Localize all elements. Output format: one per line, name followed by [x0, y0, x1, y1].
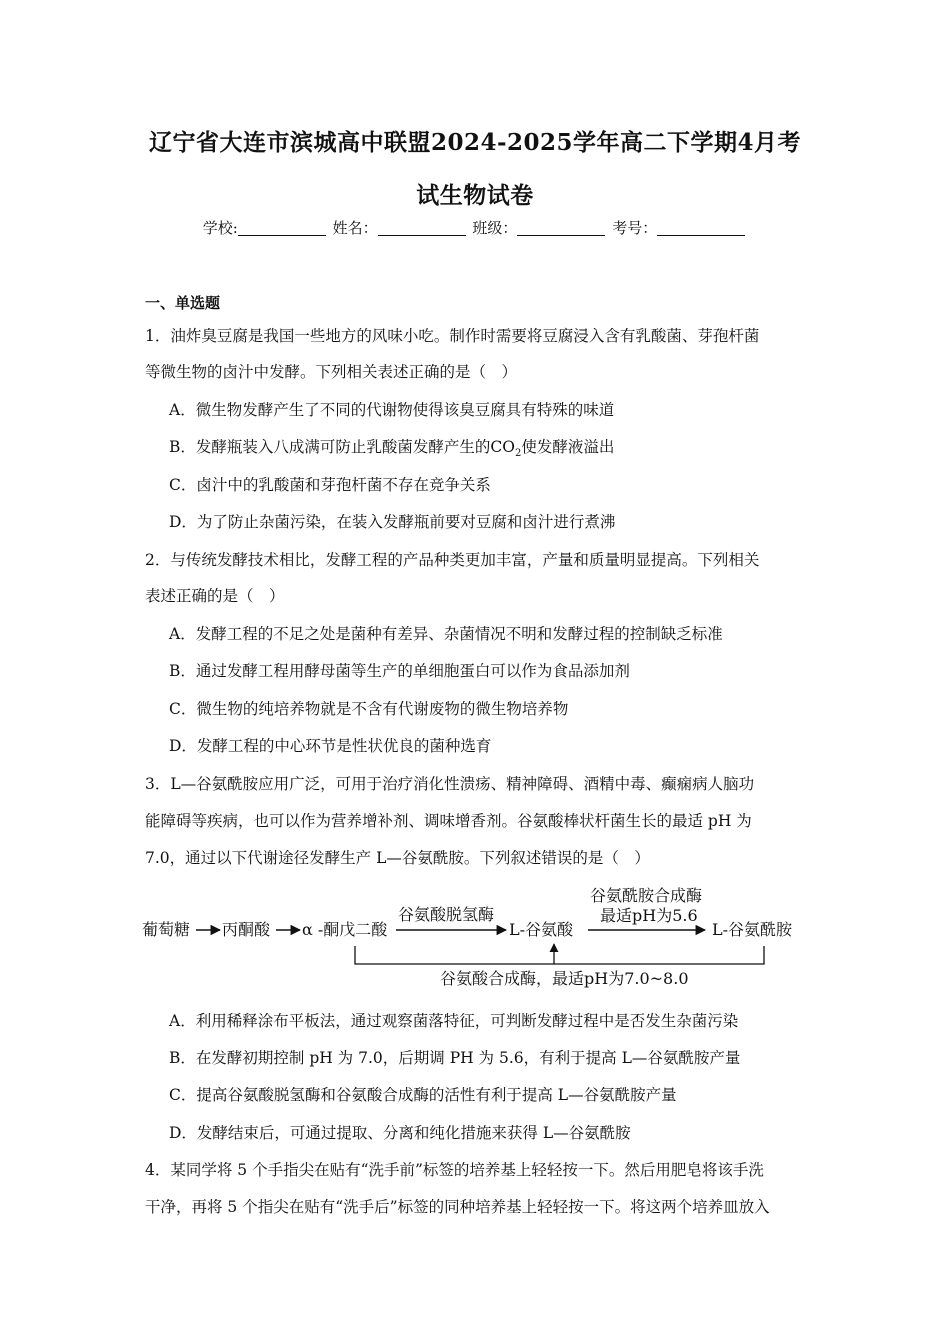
class-label: 班级： [472, 219, 518, 237]
q1-line-1: 1．油炸臭豆腐是我国一些地方的风味小吃。制作时需要将豆腐浸入含有乳酸菌、芽孢杆菌 [145, 327, 760, 345]
q4-line-2: 干净，再将 5 个指尖在贴有“洗手后”标签的同种培养基上轻轻按一下。将这两个培养皿放入 [145, 1198, 770, 1216]
title-line-1: 辽宁省大连市滨城高中联盟2024-2025学年高二下学期4月考 [148, 129, 802, 156]
pyruvate-label: 丙酮酸 [222, 920, 271, 939]
enzyme1-label: 谷氨酸脱氢酶 [398, 905, 495, 924]
enzyme2-line2: 最适pH为5.6 [600, 906, 698, 925]
metabolic-pathway-diagram [140, 880, 820, 990]
q1-option-b[interactable] [169, 435, 614, 459]
enzyme2-line1: 谷氨酰胺合成酶 [590, 886, 703, 905]
class-blank[interactable] [517, 221, 605, 236]
school-label: 学校: [202, 219, 238, 237]
q4-line-1: 4．某同学将 5 个手指尖在贴有“洗手前”标签的培养基上轻轻按一下。然后用肥皂将该手洗 [145, 1161, 764, 1179]
q3-option-d[interactable]: D．发酵结束后，可通过提取、分离和纯化措施来获得 L—谷氨酰胺 [169, 1124, 631, 1142]
glutamate-label: L-谷氨酸 [509, 920, 574, 939]
enzyme3-label: 谷氨酸合成酶，最适pH为7.0~8.0 [440, 969, 689, 988]
name-label: 姓名： [332, 219, 378, 237]
q1-option-b-tail: 使发酵液溢出 [521, 438, 615, 456]
q3-option-c[interactable]: C．提高谷氨酸脱氢酶和谷氨酸合成酶的活性有利于提高 L—谷氨酰胺产量 [169, 1086, 677, 1104]
q3-line-2: 能障碍等疾病，也可以作为营养增补剂、调味增香剂。谷氨酸棒状杆菌生长的最适 pH 为 [145, 812, 752, 830]
q3-option-b[interactable]: B．在发酵初期控制 pH 为 7.0，后期调 PH 为 5.6，有利于提高 L—谷氨酰胺产量 [169, 1049, 741, 1067]
exam-number-blank[interactable] [657, 221, 745, 236]
q1-option-a[interactable]: A．微生物发酵产生了不同的代谢物使得该臭豆腐具有特殊的味道 [169, 401, 615, 419]
q2-option-a[interactable]: A．发酵工程的不足之处是菌种有差异、杂菌情况不明和发酵过程的控制缺乏标准 [169, 625, 723, 643]
q2-option-c[interactable]: C．微生物的纯培养物就是不含有代谢废物的微生物培养物 [169, 700, 569, 718]
q3-option-a[interactable]: A．利用稀释涂布平板法，通过观察菌落特征，可判断发酵过程中是否发生杂菌污染 [169, 1012, 739, 1030]
student-info-row [0, 217, 950, 238]
q2-option-b[interactable]: B．通过发酵工程用酵母菌等生产的单细胞蛋白可以作为食品添加剂 [169, 662, 630, 680]
title-line-2: 试生物试卷 [416, 182, 534, 209]
q2-line-2: 表述正确的是（ ） [145, 587, 285, 605]
q1-line-2: 等微生物的卤汁中发酵。下列相关表述正确的是（ ） [145, 363, 518, 381]
q2-line-1: 2．与传统发酵技术相比，发酵工程的产品种类更加丰富，产量和质量明显提高。下列相关 [145, 551, 760, 569]
q2-option-d[interactable]: D．发酵工程的中心环节是性状优良的菌种选育 [169, 737, 492, 755]
q1-option-c[interactable]: C．卤汁中的乳酸菌和芽孢杆菌不存在竞争关系 [169, 476, 491, 494]
school-blank[interactable] [238, 221, 326, 236]
q1-option-d[interactable]: D．为了防止杂菌污染，在装入发酵瓶前要对豆腐和卤汁进行煮沸 [169, 513, 616, 531]
q3-line-1: 3．L—谷氨酰胺应用广泛，可用于治疗消化性溃疡、精神障碍、酒精中毒、癫痫病人脑功 [145, 775, 755, 793]
q1-option-b-text: B．发酵瓶装入八成满可防止乳酸菌发酵产生的CO [169, 438, 515, 456]
q3-line-3: 7.0，通过以下代谢途径发酵生产 L—谷氨酰胺。下列叙述错误的是（ ） [145, 849, 650, 867]
glutamine-label: L-谷氨酰胺 [712, 920, 793, 939]
akg-label: α -酮戊二酸 [302, 920, 388, 939]
feedback-bracket [355, 946, 764, 964]
section-title: 一、单选题 [145, 294, 221, 312]
exam-number-label: 考号： [612, 219, 658, 237]
co2-subscript: 2 [514, 448, 522, 460]
glucose-label: 葡萄糖 [142, 920, 191, 939]
name-blank[interactable] [378, 221, 466, 236]
